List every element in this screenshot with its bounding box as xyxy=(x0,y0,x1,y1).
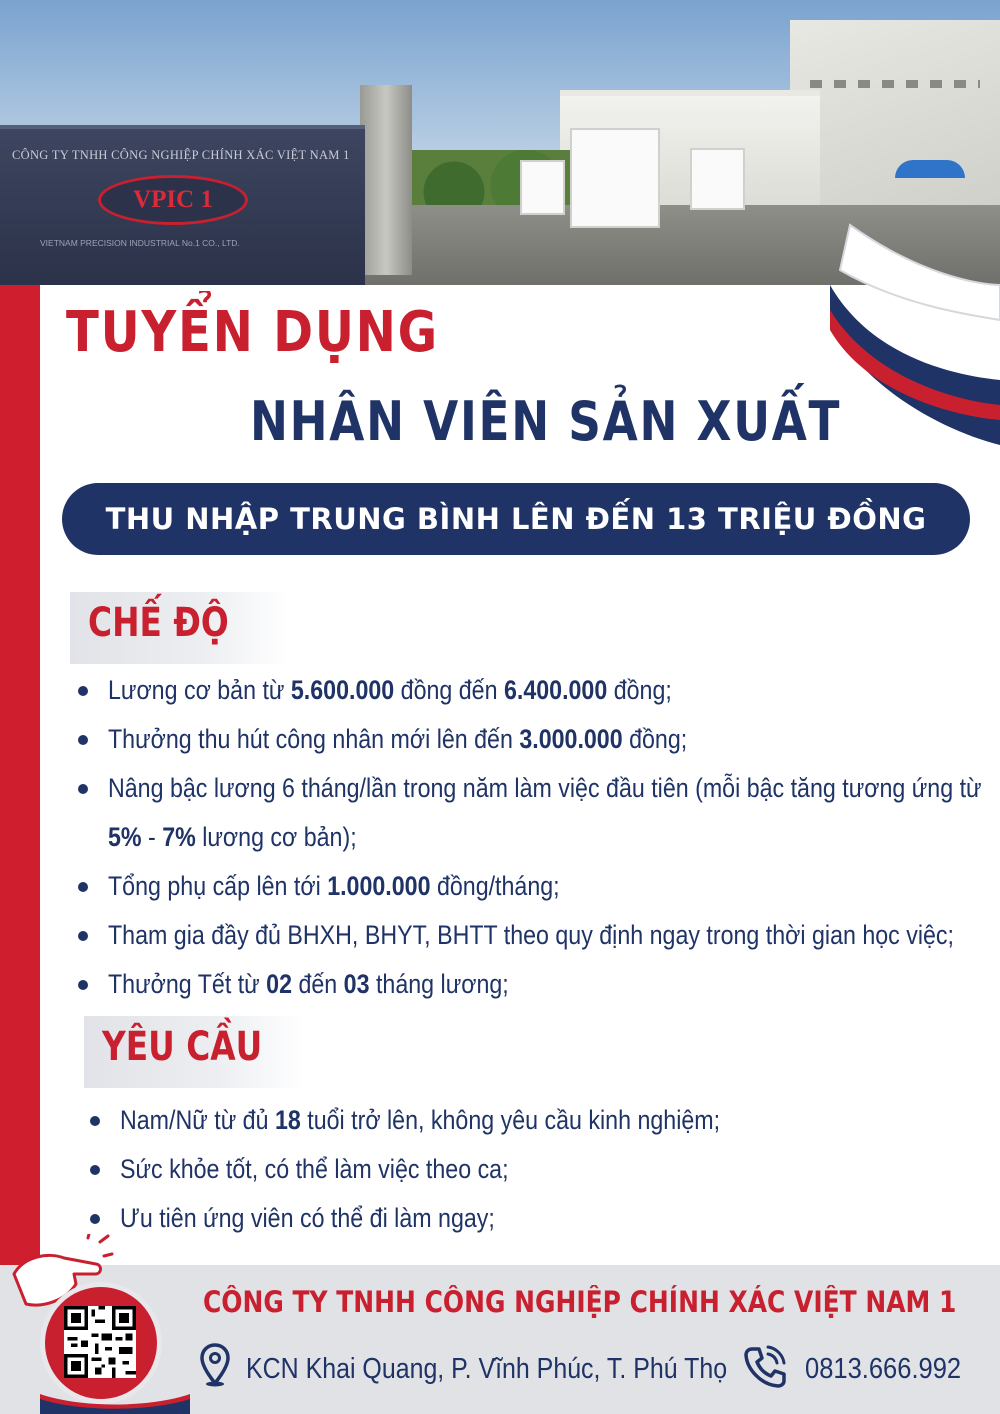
photo-truck xyxy=(570,128,660,228)
gate-english-label: VIETNAM PRECISION INDUSTRIAL No.1 CO., LTD. xyxy=(40,238,240,248)
footer-swoosh-decoration xyxy=(40,1394,190,1414)
left-accent-bar xyxy=(0,285,40,1265)
list-item: Nam/Nữ từ đủ 18 tuổi trở lên, không yêu cầu kinh nghiệm; xyxy=(120,1096,818,1145)
requirements-heading-box xyxy=(84,1016,304,1088)
photo-truck xyxy=(690,148,745,210)
requirements-heading: YÊU CẦU xyxy=(102,1024,263,1070)
footer-company-name: CÔNG TY TNHH CÔNG NGHIỆP CHÍNH XÁC VIỆT NAM 1 xyxy=(203,1285,957,1319)
list-item-continuation: 5% - 7% lương cơ bản); xyxy=(108,822,357,852)
list-item: Tổng phụ cấp lên tới 1.000.000 đồng/tháng; xyxy=(108,862,1000,911)
photo-factory-building xyxy=(790,20,1000,220)
list-item: Lương cơ bản từ 5.600.000 đồng đến 6.400.000 đồng; xyxy=(108,666,1000,715)
photo-gate-pillar xyxy=(360,85,412,275)
income-banner-text: THU NHẬP TRUNG BÌNH LÊN ĐẾN 13 TRIỆU ĐỒNG xyxy=(105,502,927,536)
list-item: Sức khỏe tốt, có thể làm việc theo ca; xyxy=(120,1145,818,1194)
photo-truck xyxy=(520,160,565,215)
benefits-heading: CHẾ ĐỘ xyxy=(88,600,229,646)
map-pin-icon xyxy=(200,1343,230,1387)
requirements-list xyxy=(120,1096,818,1243)
list-item: Nâng bậc lương 6 tháng/lần trong năm làm việc đầu tiên (mỗi bậc tăng tương ứng từ xyxy=(108,764,1000,813)
headline-recruiting: TUYỂN DỤNG xyxy=(66,300,439,365)
list-item: Tham gia đầy đủ BHXH, BHYT, BHTT theo quy định ngay trong thời gian học việc; xyxy=(108,911,1000,960)
photo-umbrella xyxy=(895,160,965,178)
benefits-heading-box xyxy=(70,592,290,664)
qr-code-icon[interactable] xyxy=(64,1306,136,1378)
ribbon-decoration xyxy=(830,215,1000,445)
headline-position: NHÂN VIÊN SẢN XUẤT xyxy=(250,390,842,453)
list-item: Thưởng thu hút công nhân mới lên đến 3.000.000 đồng; xyxy=(108,715,1000,764)
logo-text: VPIC 1 xyxy=(133,186,213,213)
phone-icon[interactable] xyxy=(742,1343,788,1389)
gate-company-label: CÔNG TY TNHH CÔNG NGHIỆP CHÍNH XÁC VIỆT NAM 1 xyxy=(12,148,350,162)
income-banner xyxy=(62,483,970,555)
footer-address: KCN Khai Quang, P. Vĩnh Phúc, T. Phú Thọ xyxy=(246,1353,728,1385)
company-logo xyxy=(98,175,248,225)
benefits-list xyxy=(108,666,1000,1009)
list-item: Thưởng Tết từ 02 đến 03 tháng lương; xyxy=(108,960,1000,1009)
list-item: Ưu tiên ứng viên có thể đi làm ngay; xyxy=(120,1194,818,1243)
footer-phone-number[interactable]: 0813.666.992 xyxy=(805,1353,962,1385)
